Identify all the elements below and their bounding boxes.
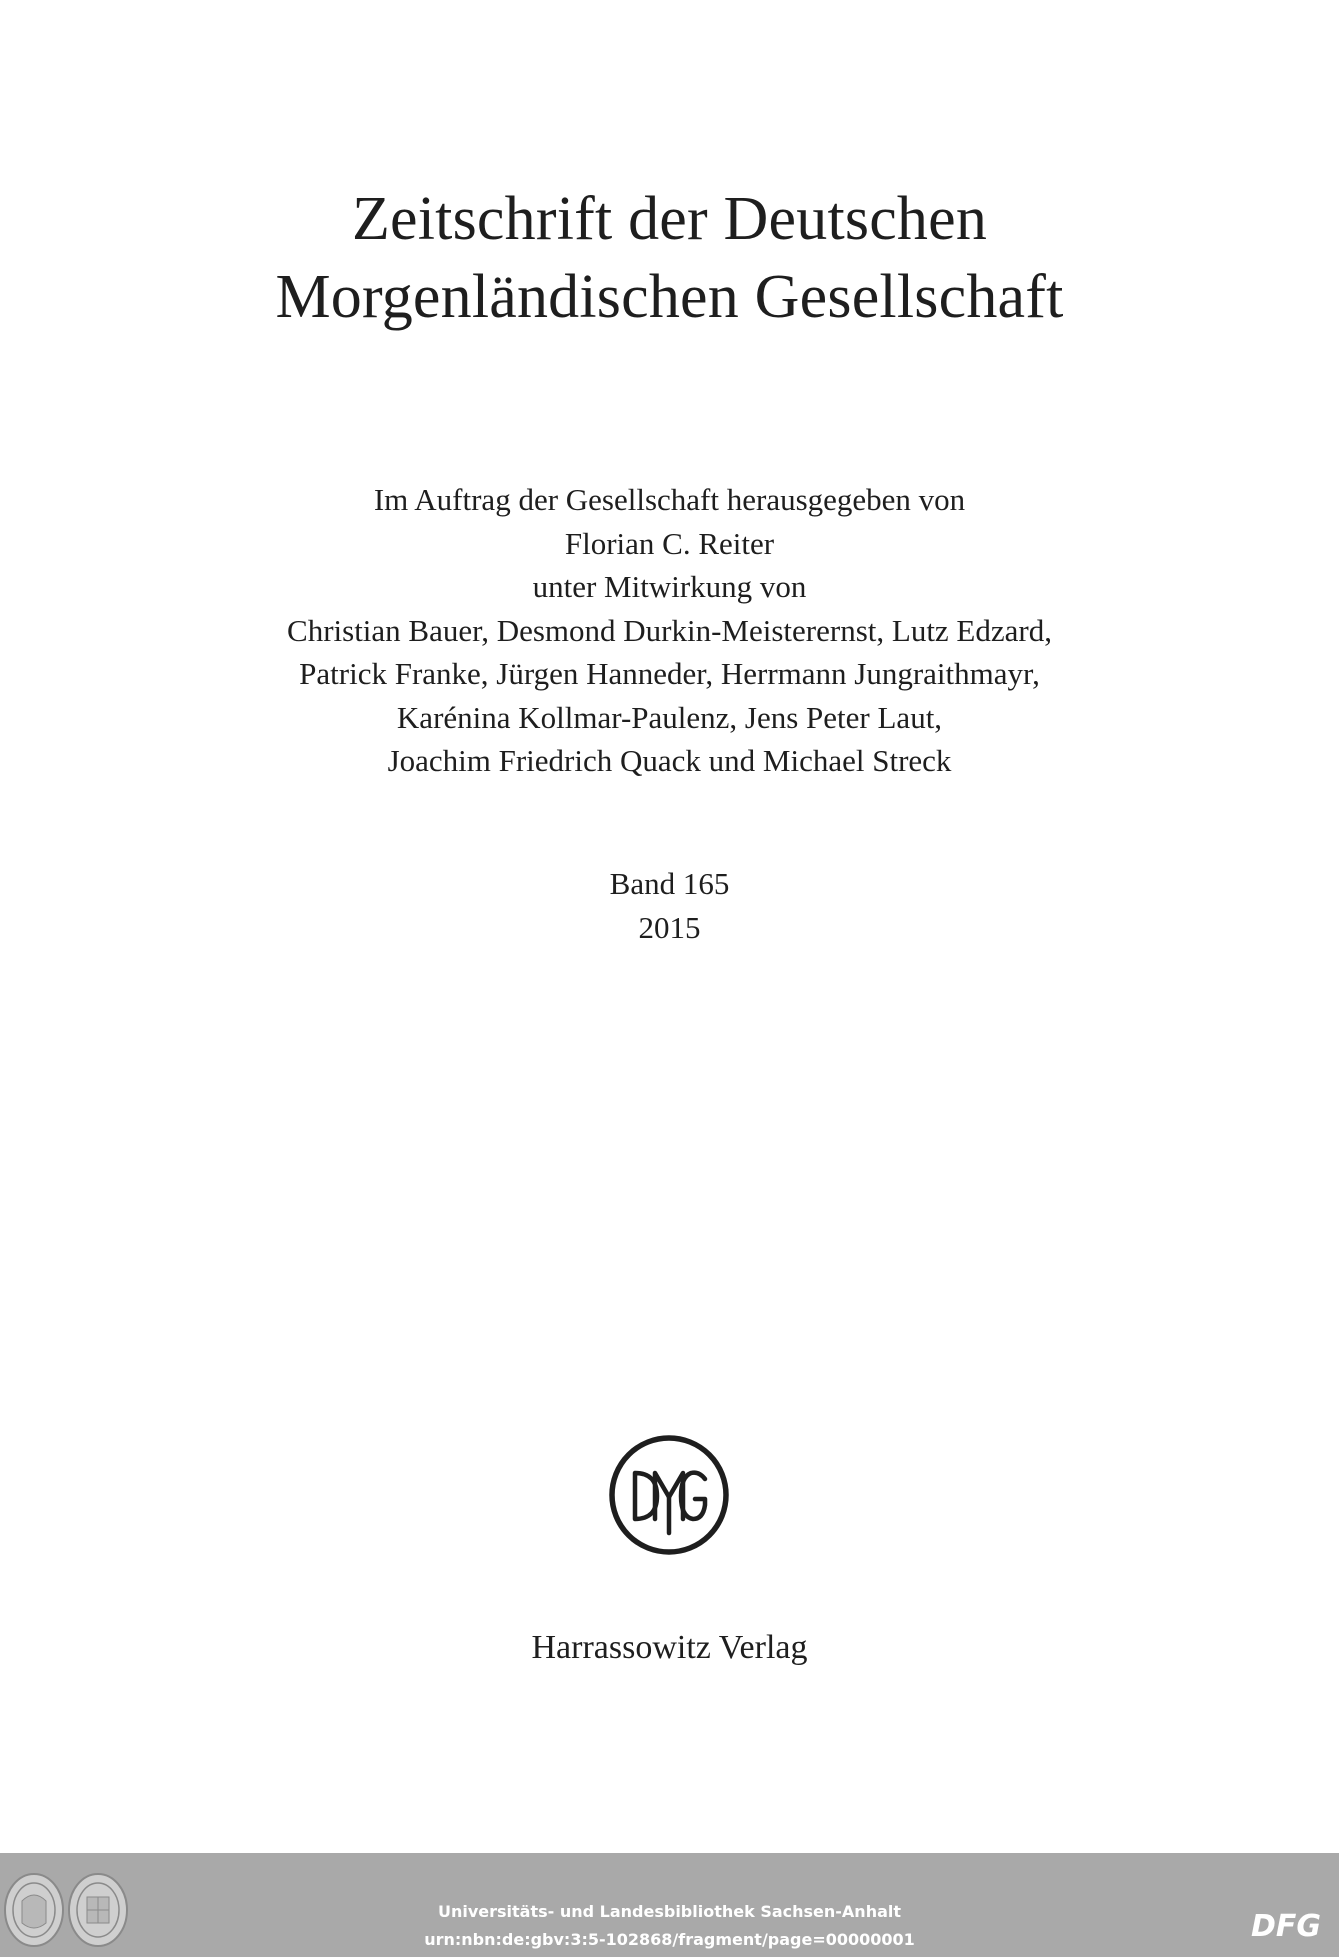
- journal-title: [0, 180, 1339, 336]
- footer-library-name: Universitäts- und Landesbibliothek Sachsen-Anhalt: [437, 1902, 902, 1921]
- publisher-name: Harrassowitz Verlag: [531, 1629, 808, 1666]
- editorial-credits: [0, 478, 1339, 783]
- dmg-monogram-logo-icon: [607, 1433, 731, 1557]
- footer-citation: [0, 1898, 1339, 1954]
- contributors-line-3: Karénina Kollmar-Paulenz, Jens Peter Laut,: [396, 699, 943, 735]
- contributors-line-1: Christian Bauer, Desmond Durkin-Meisterernst, Lutz Edzard,: [287, 612, 1052, 648]
- editor-in-chief: Florian C. Reiter: [564, 525, 775, 561]
- contributors-line-2: Patrick Franke, Jürgen Hanneder, Herrmann Jungraithmayr,: [299, 656, 1040, 691]
- collaboration-intro: unter Mitwirkung von: [532, 569, 807, 604]
- volume-year: 2015: [638, 910, 701, 945]
- journal-title-line-1: Zeitschrift der Deutschen: [351, 185, 988, 253]
- dfg-logo-icon: [1251, 1908, 1329, 1942]
- journal-title-line-2: Morgenländischen Gesellschaft: [275, 263, 1064, 331]
- dfg-logo-text: DFG: [1251, 1909, 1322, 1942]
- contributors-line-4: Joachim Friedrich Quack und Michael Streck: [387, 743, 952, 778]
- editors-intro: Im Auftrag der Gesellschaft herausgegeben von: [373, 482, 966, 517]
- volume-number: Band 165: [609, 866, 730, 901]
- footer-urn: urn:nbn:de:gbv:3:5-102868/fragment/page=00000001: [424, 1930, 915, 1949]
- volume-info: [0, 862, 1339, 950]
- digitization-footer: [0, 1853, 1339, 1957]
